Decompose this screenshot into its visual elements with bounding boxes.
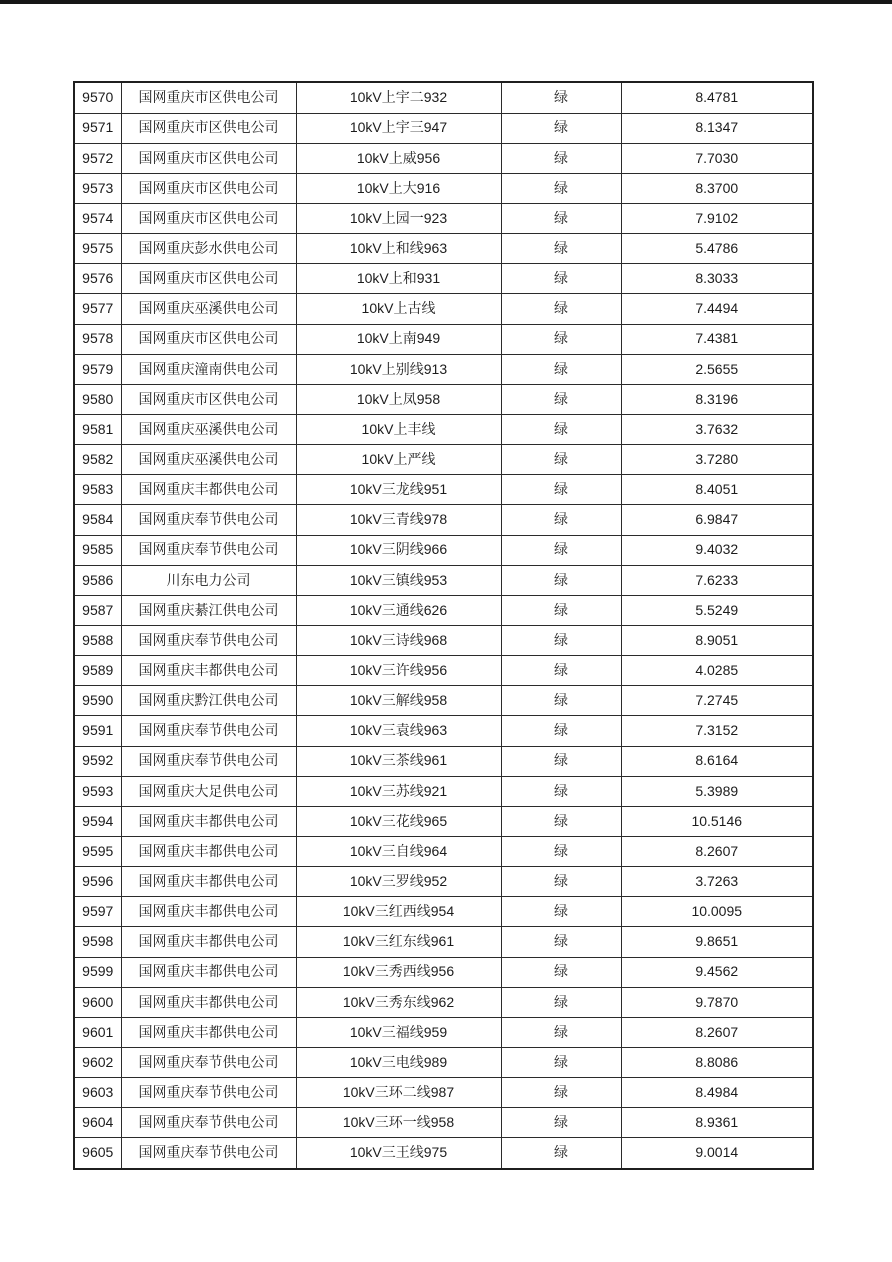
- table-row: [74, 686, 813, 716]
- row-id-cell: 9588: [74, 625, 121, 655]
- line-name-cell: 10kV三福线959: [296, 1017, 501, 1047]
- table-row: [74, 445, 813, 475]
- line-name-cell: 10kV三花线965: [296, 806, 501, 836]
- table-row: [74, 595, 813, 625]
- company-cell: 国网重庆丰都供电公司: [121, 987, 296, 1017]
- row-id-cell: 9575: [74, 234, 121, 264]
- value-cell: 7.6233: [621, 565, 813, 595]
- table-row: [74, 354, 813, 384]
- line-name-cell: 10kV三秀东线962: [296, 987, 501, 1017]
- value-cell: 3.7280: [621, 445, 813, 475]
- company-cell: 国网重庆丰都供电公司: [121, 957, 296, 987]
- value-cell: 8.1347: [621, 113, 813, 143]
- row-id-cell: 9591: [74, 716, 121, 746]
- table-row: [74, 1017, 813, 1047]
- status-cell: 绿: [501, 806, 621, 836]
- value-cell: 8.4051: [621, 475, 813, 505]
- line-name-cell: 10kV三青线978: [296, 505, 501, 535]
- table-row: [74, 987, 813, 1017]
- table-row: [74, 957, 813, 987]
- value-cell: 8.3196: [621, 384, 813, 414]
- line-name-cell: 10kV三诗线968: [296, 625, 501, 655]
- row-id-cell: 9578: [74, 324, 121, 354]
- status-cell: 绿: [501, 1047, 621, 1077]
- table-row: [74, 324, 813, 354]
- company-cell: 国网重庆大足供电公司: [121, 776, 296, 806]
- company-cell: 国网重庆丰都供电公司: [121, 475, 296, 505]
- row-id-cell: 9603: [74, 1078, 121, 1108]
- company-cell: 国网重庆奉节供电公司: [121, 716, 296, 746]
- value-cell: 8.9361: [621, 1108, 813, 1138]
- value-cell: 8.4781: [621, 82, 813, 113]
- row-id-cell: 9598: [74, 927, 121, 957]
- company-cell: 国网重庆丰都供电公司: [121, 927, 296, 957]
- company-cell: 国网重庆巫溪供电公司: [121, 445, 296, 475]
- status-cell: 绿: [501, 82, 621, 113]
- row-id-cell: 9570: [74, 82, 121, 113]
- status-cell: 绿: [501, 264, 621, 294]
- status-cell: 绿: [501, 686, 621, 716]
- status-cell: 绿: [501, 836, 621, 866]
- table-row: [74, 234, 813, 264]
- row-id-cell: 9592: [74, 746, 121, 776]
- line-name-cell: 10kV三罗线952: [296, 867, 501, 897]
- table-row: [74, 384, 813, 414]
- line-name-cell: 10kV三王线975: [296, 1138, 501, 1169]
- row-id-cell: 9586: [74, 565, 121, 595]
- value-cell: 7.3152: [621, 716, 813, 746]
- status-cell: 绿: [501, 897, 621, 927]
- row-id-cell: 9596: [74, 867, 121, 897]
- company-cell: 川东电力公司: [121, 565, 296, 595]
- row-id-cell: 9600: [74, 987, 121, 1017]
- value-cell: 6.9847: [621, 505, 813, 535]
- value-cell: 8.8086: [621, 1047, 813, 1077]
- value-cell: 7.9102: [621, 203, 813, 233]
- status-cell: 绿: [501, 746, 621, 776]
- line-name-cell: 10kV三许线956: [296, 656, 501, 686]
- row-id-cell: 9581: [74, 414, 121, 444]
- power-line-table: [73, 81, 814, 1170]
- line-name-cell: 10kV三苏线921: [296, 776, 501, 806]
- table-row: [74, 897, 813, 927]
- company-cell: 国网重庆奉节供电公司: [121, 625, 296, 655]
- table-row: [74, 927, 813, 957]
- status-cell: 绿: [501, 445, 621, 475]
- table-row: [74, 173, 813, 203]
- row-id-cell: 9595: [74, 836, 121, 866]
- value-cell: 8.2607: [621, 1017, 813, 1047]
- value-cell: 9.8651: [621, 927, 813, 957]
- line-name-cell: 10kV上别线913: [296, 354, 501, 384]
- status-cell: 绿: [501, 1017, 621, 1047]
- company-cell: 国网重庆丰都供电公司: [121, 897, 296, 927]
- status-cell: 绿: [501, 565, 621, 595]
- table-row: [74, 746, 813, 776]
- row-id-cell: 9590: [74, 686, 121, 716]
- company-cell: 国网重庆奉节供电公司: [121, 1108, 296, 1138]
- table-row: [74, 1108, 813, 1138]
- company-cell: 国网重庆市区供电公司: [121, 384, 296, 414]
- table-row: [74, 656, 813, 686]
- value-cell: 8.3700: [621, 173, 813, 203]
- table-row: [74, 1047, 813, 1077]
- row-id-cell: 9594: [74, 806, 121, 836]
- line-name-cell: 10kV上和931: [296, 264, 501, 294]
- company-cell: 国网重庆奉节供电公司: [121, 1047, 296, 1077]
- line-name-cell: 10kV三环二线987: [296, 1078, 501, 1108]
- row-id-cell: 9577: [74, 294, 121, 324]
- line-name-cell: 10kV上丰线: [296, 414, 501, 444]
- line-name-cell: 10kV上宇二932: [296, 82, 501, 113]
- status-cell: 绿: [501, 1138, 621, 1169]
- company-cell: 国网重庆綦江供电公司: [121, 595, 296, 625]
- company-cell: 国网重庆市区供电公司: [121, 113, 296, 143]
- table-row: [74, 113, 813, 143]
- status-cell: 绿: [501, 505, 621, 535]
- value-cell: 7.7030: [621, 143, 813, 173]
- row-id-cell: 9583: [74, 475, 121, 505]
- row-id-cell: 9572: [74, 143, 121, 173]
- company-cell: 国网重庆市区供电公司: [121, 143, 296, 173]
- value-cell: 9.7870: [621, 987, 813, 1017]
- row-id-cell: 9601: [74, 1017, 121, 1047]
- line-name-cell: 10kV上南949: [296, 324, 501, 354]
- row-id-cell: 9571: [74, 113, 121, 143]
- company-cell: 国网重庆市区供电公司: [121, 203, 296, 233]
- value-cell: 5.5249: [621, 595, 813, 625]
- status-cell: 绿: [501, 113, 621, 143]
- row-id-cell: 9597: [74, 897, 121, 927]
- row-id-cell: 9605: [74, 1138, 121, 1169]
- status-cell: 绿: [501, 294, 621, 324]
- value-cell: 8.4984: [621, 1078, 813, 1108]
- table-row: [74, 535, 813, 565]
- row-id-cell: 9579: [74, 354, 121, 384]
- line-name-cell: 10kV三自线964: [296, 836, 501, 866]
- company-cell: 国网重庆奉节供电公司: [121, 1138, 296, 1169]
- status-cell: 绿: [501, 1078, 621, 1108]
- company-cell: 国网重庆黔江供电公司: [121, 686, 296, 716]
- table-row: [74, 1078, 813, 1108]
- status-cell: 绿: [501, 203, 621, 233]
- value-cell: 9.4032: [621, 535, 813, 565]
- line-name-cell: 10kV上凤958: [296, 384, 501, 414]
- row-id-cell: 9580: [74, 384, 121, 414]
- status-cell: 绿: [501, 957, 621, 987]
- table-row: [74, 414, 813, 444]
- line-name-cell: 10kV三解线958: [296, 686, 501, 716]
- value-cell: 7.4381: [621, 324, 813, 354]
- table-row: [74, 294, 813, 324]
- table-row: [74, 143, 813, 173]
- table-row: [74, 203, 813, 233]
- line-name-cell: 10kV三通线626: [296, 595, 501, 625]
- company-cell: 国网重庆丰都供电公司: [121, 1017, 296, 1047]
- value-cell: 10.0095: [621, 897, 813, 927]
- status-cell: 绿: [501, 535, 621, 565]
- row-id-cell: 9585: [74, 535, 121, 565]
- line-name-cell: 10kV三龙线951: [296, 475, 501, 505]
- status-cell: 绿: [501, 716, 621, 746]
- status-cell: 绿: [501, 776, 621, 806]
- value-cell: 7.2745: [621, 686, 813, 716]
- row-id-cell: 9576: [74, 264, 121, 294]
- value-cell: 9.0014: [621, 1138, 813, 1169]
- company-cell: 国网重庆巫溪供电公司: [121, 294, 296, 324]
- status-cell: 绿: [501, 173, 621, 203]
- line-name-cell: 10kV三电线989: [296, 1047, 501, 1077]
- value-cell: 8.6164: [621, 746, 813, 776]
- company-cell: 国网重庆丰都供电公司: [121, 806, 296, 836]
- status-cell: 绿: [501, 656, 621, 686]
- table-row: [74, 475, 813, 505]
- line-name-cell: 10kV三镇线953: [296, 565, 501, 595]
- company-cell: 国网重庆丰都供电公司: [121, 867, 296, 897]
- line-name-cell: 10kV上园一923: [296, 203, 501, 233]
- table-row: [74, 836, 813, 866]
- status-cell: 绿: [501, 625, 621, 655]
- row-id-cell: 9604: [74, 1108, 121, 1138]
- company-cell: 国网重庆市区供电公司: [121, 82, 296, 113]
- company-cell: 国网重庆丰都供电公司: [121, 656, 296, 686]
- value-cell: 9.4562: [621, 957, 813, 987]
- value-cell: 5.3989: [621, 776, 813, 806]
- line-name-cell: 10kV三袁线963: [296, 716, 501, 746]
- table-row: [74, 505, 813, 535]
- scan-edge-bar: [0, 0, 892, 4]
- table-row: [74, 806, 813, 836]
- line-name-cell: 10kV三红东线961: [296, 927, 501, 957]
- line-name-cell: 10kV上威956: [296, 143, 501, 173]
- line-name-cell: 10kV上大916: [296, 173, 501, 203]
- row-id-cell: 9599: [74, 957, 121, 987]
- value-cell: 7.4494: [621, 294, 813, 324]
- company-cell: 国网重庆市区供电公司: [121, 324, 296, 354]
- value-cell: 3.7632: [621, 414, 813, 444]
- status-cell: 绿: [501, 234, 621, 264]
- value-cell: 4.0285: [621, 656, 813, 686]
- row-id-cell: 9582: [74, 445, 121, 475]
- table-body: [74, 82, 813, 1169]
- status-cell: 绿: [501, 475, 621, 505]
- company-cell: 国网重庆奉节供电公司: [121, 1078, 296, 1108]
- line-name-cell: 10kV三阴线966: [296, 535, 501, 565]
- table-row: [74, 776, 813, 806]
- line-name-cell: 10kV上严线: [296, 445, 501, 475]
- company-cell: 国网重庆市区供电公司: [121, 264, 296, 294]
- line-name-cell: 10kV上宇三947: [296, 113, 501, 143]
- table-row: [74, 867, 813, 897]
- status-cell: 绿: [501, 595, 621, 625]
- table-row: [74, 565, 813, 595]
- value-cell: 5.4786: [621, 234, 813, 264]
- status-cell: 绿: [501, 987, 621, 1017]
- table-row: [74, 625, 813, 655]
- company-cell: 国网重庆奉节供电公司: [121, 505, 296, 535]
- value-cell: 8.2607: [621, 836, 813, 866]
- status-cell: 绿: [501, 354, 621, 384]
- line-name-cell: 10kV三红西线954: [296, 897, 501, 927]
- row-id-cell: 9584: [74, 505, 121, 535]
- row-id-cell: 9573: [74, 173, 121, 203]
- company-cell: 国网重庆巫溪供电公司: [121, 414, 296, 444]
- line-name-cell: 10kV三环一线958: [296, 1108, 501, 1138]
- status-cell: 绿: [501, 867, 621, 897]
- status-cell: 绿: [501, 143, 621, 173]
- line-name-cell: 10kV三秀西线956: [296, 957, 501, 987]
- row-id-cell: 9574: [74, 203, 121, 233]
- company-cell: 国网重庆潼南供电公司: [121, 354, 296, 384]
- status-cell: 绿: [501, 384, 621, 414]
- table-row: [74, 1138, 813, 1169]
- row-id-cell: 9593: [74, 776, 121, 806]
- value-cell: 8.9051: [621, 625, 813, 655]
- table-row: [74, 264, 813, 294]
- table-row: [74, 82, 813, 113]
- value-cell: 10.5146: [621, 806, 813, 836]
- value-cell: 2.5655: [621, 354, 813, 384]
- row-id-cell: 9589: [74, 656, 121, 686]
- value-cell: 8.3033: [621, 264, 813, 294]
- table-row: [74, 716, 813, 746]
- row-id-cell: 9587: [74, 595, 121, 625]
- company-cell: 国网重庆奉节供电公司: [121, 746, 296, 776]
- value-cell: 3.7263: [621, 867, 813, 897]
- status-cell: 绿: [501, 927, 621, 957]
- status-cell: 绿: [501, 324, 621, 354]
- company-cell: 国网重庆市区供电公司: [121, 173, 296, 203]
- company-cell: 国网重庆丰都供电公司: [121, 836, 296, 866]
- line-name-cell: 10kV三茶线961: [296, 746, 501, 776]
- line-name-cell: 10kV上古线: [296, 294, 501, 324]
- company-cell: 国网重庆彭水供电公司: [121, 234, 296, 264]
- status-cell: 绿: [501, 1108, 621, 1138]
- row-id-cell: 9602: [74, 1047, 121, 1077]
- status-cell: 绿: [501, 414, 621, 444]
- company-cell: 国网重庆奉节供电公司: [121, 535, 296, 565]
- line-name-cell: 10kV上和线963: [296, 234, 501, 264]
